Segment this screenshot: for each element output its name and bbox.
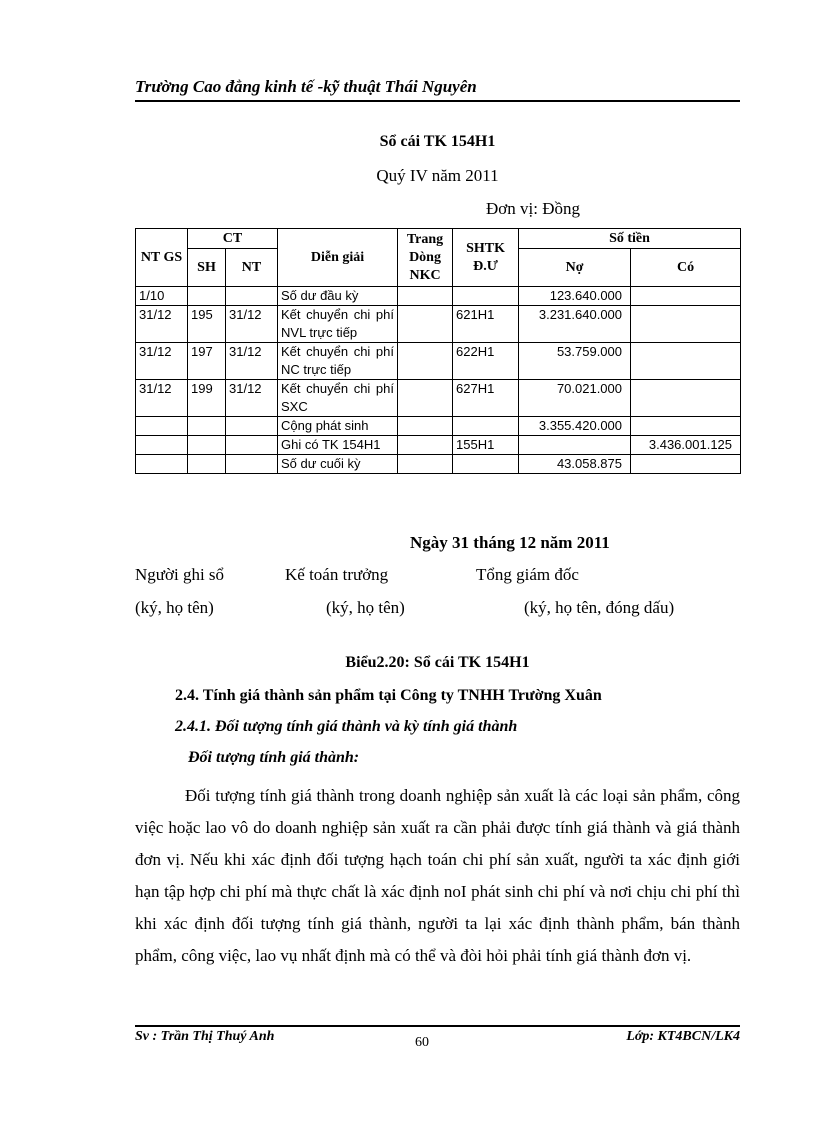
- cell-trang: [398, 306, 453, 343]
- cell-trang: [398, 380, 453, 417]
- table-caption: Biểu2.20: Sổ cái TK 154H1: [345, 654, 530, 671]
- cell-nt: 31/12: [226, 343, 278, 380]
- signature-note-director: (ký, họ tên, đóng dấu): [524, 598, 675, 617]
- page-number: 60: [415, 1035, 429, 1050]
- signature-role-chief-accountant: Kế toán trưởng: [285, 565, 389, 584]
- ledger-title: Sổ cái TK 154H1: [379, 133, 496, 150]
- signature-role-recorder: Người ghi sổ: [135, 565, 225, 584]
- signature-note-chief-accountant: (ký, họ tên): [326, 598, 405, 617]
- header-trang-dong: Trang Dòng NKC: [398, 229, 453, 287]
- header-co: Có: [631, 249, 741, 287]
- cell-trang: [398, 287, 453, 306]
- table-row: [136, 343, 741, 380]
- cell-no: 3.355.420.000: [519, 417, 631, 436]
- cell-sh: 195: [188, 306, 226, 343]
- cell-trang: [398, 455, 453, 474]
- ledger-period: Quý IV năm 2011: [376, 166, 499, 185]
- header-ntgs: NT GS: [136, 229, 188, 287]
- topic-heading: Đối tượng tính giá thành:: [188, 749, 360, 766]
- cell-sh: [188, 287, 226, 306]
- subsection-heading: 2.4.1. Đối tượng tính giá thành và kỳ tính giá thành: [175, 718, 518, 735]
- cell-co: [631, 343, 741, 380]
- cell-ntgs: [136, 436, 188, 455]
- cell-ntgs: [136, 417, 188, 436]
- body-paragraph: Đối tượng tính giá thành trong doanh nghiệp sản xuất là các loại sản phẩm, công việc hoặc lao vô do doanh nghiệp sản xuất ra cần phải được tính giá thành và giá thành đơn vị. Nếu khi xác định đối tượng hạch toán chi phí sản xuất, người ta xác định giới hạn tập hợp chi phí mà thực chất là xác định noI phát sinh chi phí và nơi chịu chi phí thì khi xác định đối tượng tính giá thành, người ta lại xác định thành phẩm, bán thành phẩm, công việc, lao vụ nhất định mà có thể và đòi hỏi phải tính giá thành đơn vị.: [135, 786, 740, 965]
- footer-divider: [135, 1025, 740, 1027]
- page-header: Trường Cao đẳng kinh tế -kỹ thuật Thái Nguyên: [135, 76, 740, 102]
- cell-no: 70.021.000: [519, 380, 631, 417]
- cell-trang: [398, 417, 453, 436]
- cell-co: [631, 380, 741, 417]
- cell-shtk: 622H1: [453, 343, 519, 380]
- cell-ntgs: [136, 455, 188, 474]
- cell-no: [519, 436, 631, 455]
- signature-role-director: Tổng giám đốc: [476, 565, 579, 584]
- cell-nt: [226, 287, 278, 306]
- cell-nt: [226, 436, 278, 455]
- signature-date: Ngày 31 tháng 12 năm 2011: [410, 533, 610, 552]
- cell-nt: [226, 417, 278, 436]
- footer-class: Lớp: KT4BCN/LK4: [626, 1029, 740, 1044]
- ledger-table: [135, 228, 741, 474]
- cell-desc: Kết chuyển chi phí SXC: [278, 380, 398, 417]
- cell-ntgs: 31/12: [136, 343, 188, 380]
- cell-co: 3.436.001.125: [631, 436, 741, 455]
- table-row: [136, 306, 741, 343]
- cell-sh: [188, 455, 226, 474]
- header-so-tien: Số tiền: [519, 229, 741, 249]
- cell-ntgs: 31/12: [136, 306, 188, 343]
- cell-no: 43.058.875: [519, 455, 631, 474]
- cell-no: 3.231.640.000: [519, 306, 631, 343]
- cell-no: 123.640.000: [519, 287, 631, 306]
- cell-trang: [398, 343, 453, 380]
- cell-sh: 199: [188, 380, 226, 417]
- cell-shtk: 621H1: [453, 306, 519, 343]
- signature-note-recorder: (ký, họ tên): [135, 598, 214, 617]
- cell-sh: [188, 417, 226, 436]
- cell-co: [631, 306, 741, 343]
- cell-desc: Kết chuyển chi phí NVL trực tiếp: [278, 306, 398, 343]
- cell-ntgs: 31/12: [136, 380, 188, 417]
- table-row: [136, 436, 741, 455]
- header-shtk: SHTK Đ.Ư: [453, 229, 519, 287]
- table-row: [136, 287, 741, 306]
- cell-trang: [398, 436, 453, 455]
- section-heading: 2.4. Tính giá thành sản phẩm tại Công ty TNHH Trường Xuân: [175, 687, 602, 704]
- cell-ntgs: 1/10: [136, 287, 188, 306]
- cell-desc: Kết chuyển chi phí NC trực tiếp: [278, 343, 398, 380]
- ledger-unit: Đơn vị: Đồng: [486, 199, 580, 218]
- header-nt: NT: [226, 249, 278, 287]
- cell-desc: Số dư đầu kỳ: [278, 287, 398, 306]
- header-no: Nợ: [519, 249, 631, 287]
- cell-shtk: [453, 455, 519, 474]
- cell-shtk: 155H1: [453, 436, 519, 455]
- cell-nt: 31/12: [226, 306, 278, 343]
- table-row: [136, 417, 741, 436]
- table-row: [136, 380, 741, 417]
- table-row: [136, 455, 741, 474]
- cell-co: [631, 417, 741, 436]
- header-dien-giai: Diễn giải: [278, 229, 398, 287]
- cell-desc: Số dư cuối kỳ: [278, 455, 398, 474]
- cell-shtk: [453, 287, 519, 306]
- cell-sh: [188, 436, 226, 455]
- cell-shtk: [453, 417, 519, 436]
- cell-nt: [226, 455, 278, 474]
- cell-desc: Cộng phát sinh: [278, 417, 398, 436]
- cell-nt: 31/12: [226, 380, 278, 417]
- cell-no: 53.759.000: [519, 343, 631, 380]
- cell-sh: 197: [188, 343, 226, 380]
- header-sh: SH: [188, 249, 226, 287]
- cell-desc: Ghi có TK 154H1: [278, 436, 398, 455]
- footer-student: Sv : Trần Thị Thuý Anh: [135, 1029, 275, 1044]
- header-ct: CT: [188, 229, 278, 249]
- cell-co: [631, 455, 741, 474]
- cell-shtk: 627H1: [453, 380, 519, 417]
- cell-co: [631, 287, 741, 306]
